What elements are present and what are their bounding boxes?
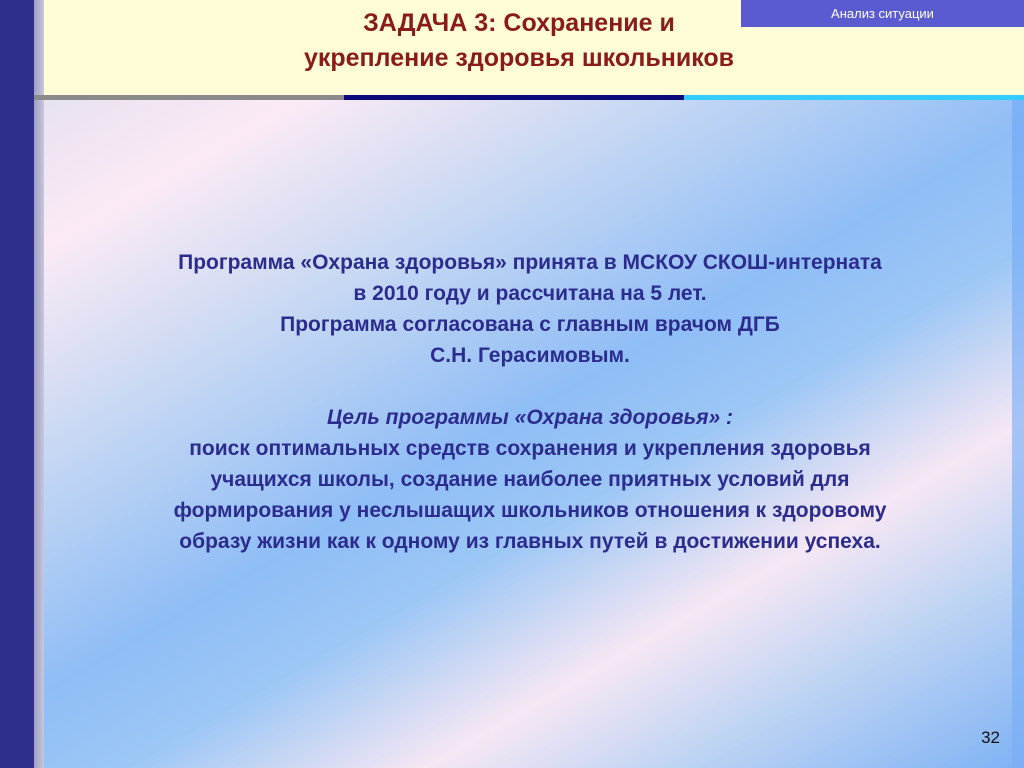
body-paragraph-2-line: образу жизни как к одному из главных путей в достижении успеха. [179,530,881,553]
body-paragraph-2-line: поиск оптимальных средств сохранения и укрепления здоровья [189,437,871,460]
paragraph-spacer [60,371,1000,402]
left-accent-bar [0,0,34,768]
section-tag: Анализ ситуации [741,0,1024,27]
body-paragraph-1-line: в 2010 году и рассчитана на 5 лет. [353,282,707,305]
body-paragraph-1-line: С.Н. Герасимовым. [430,344,630,367]
left-accent-bar-light [34,0,44,768]
slide-title-line-1: ЗАДАЧА 3: Сохранение и [363,9,675,37]
body-paragraph-2-line: учащихся школы, создание наиболее приятных условий для [210,468,850,491]
slide-title-line-2: укрепление здоровья школьников [303,44,735,72]
body-paragraph-1-line: Программа согласована с главным врачом ДГБ [280,313,780,336]
body-text [60,247,1000,557]
goal-heading: Цель программы «Охрана здоровья» : [327,406,733,429]
body-paragraph-2-line: формирования у неслышащих школьников отношения к здоровому [173,499,887,522]
page-number: 32 [981,728,1000,747]
content-right-edge [1012,100,1024,768]
body-paragraph-1-line: Программа «Охрана здоровья» принята в МСКОУ СКОШ-интерната [178,251,882,274]
